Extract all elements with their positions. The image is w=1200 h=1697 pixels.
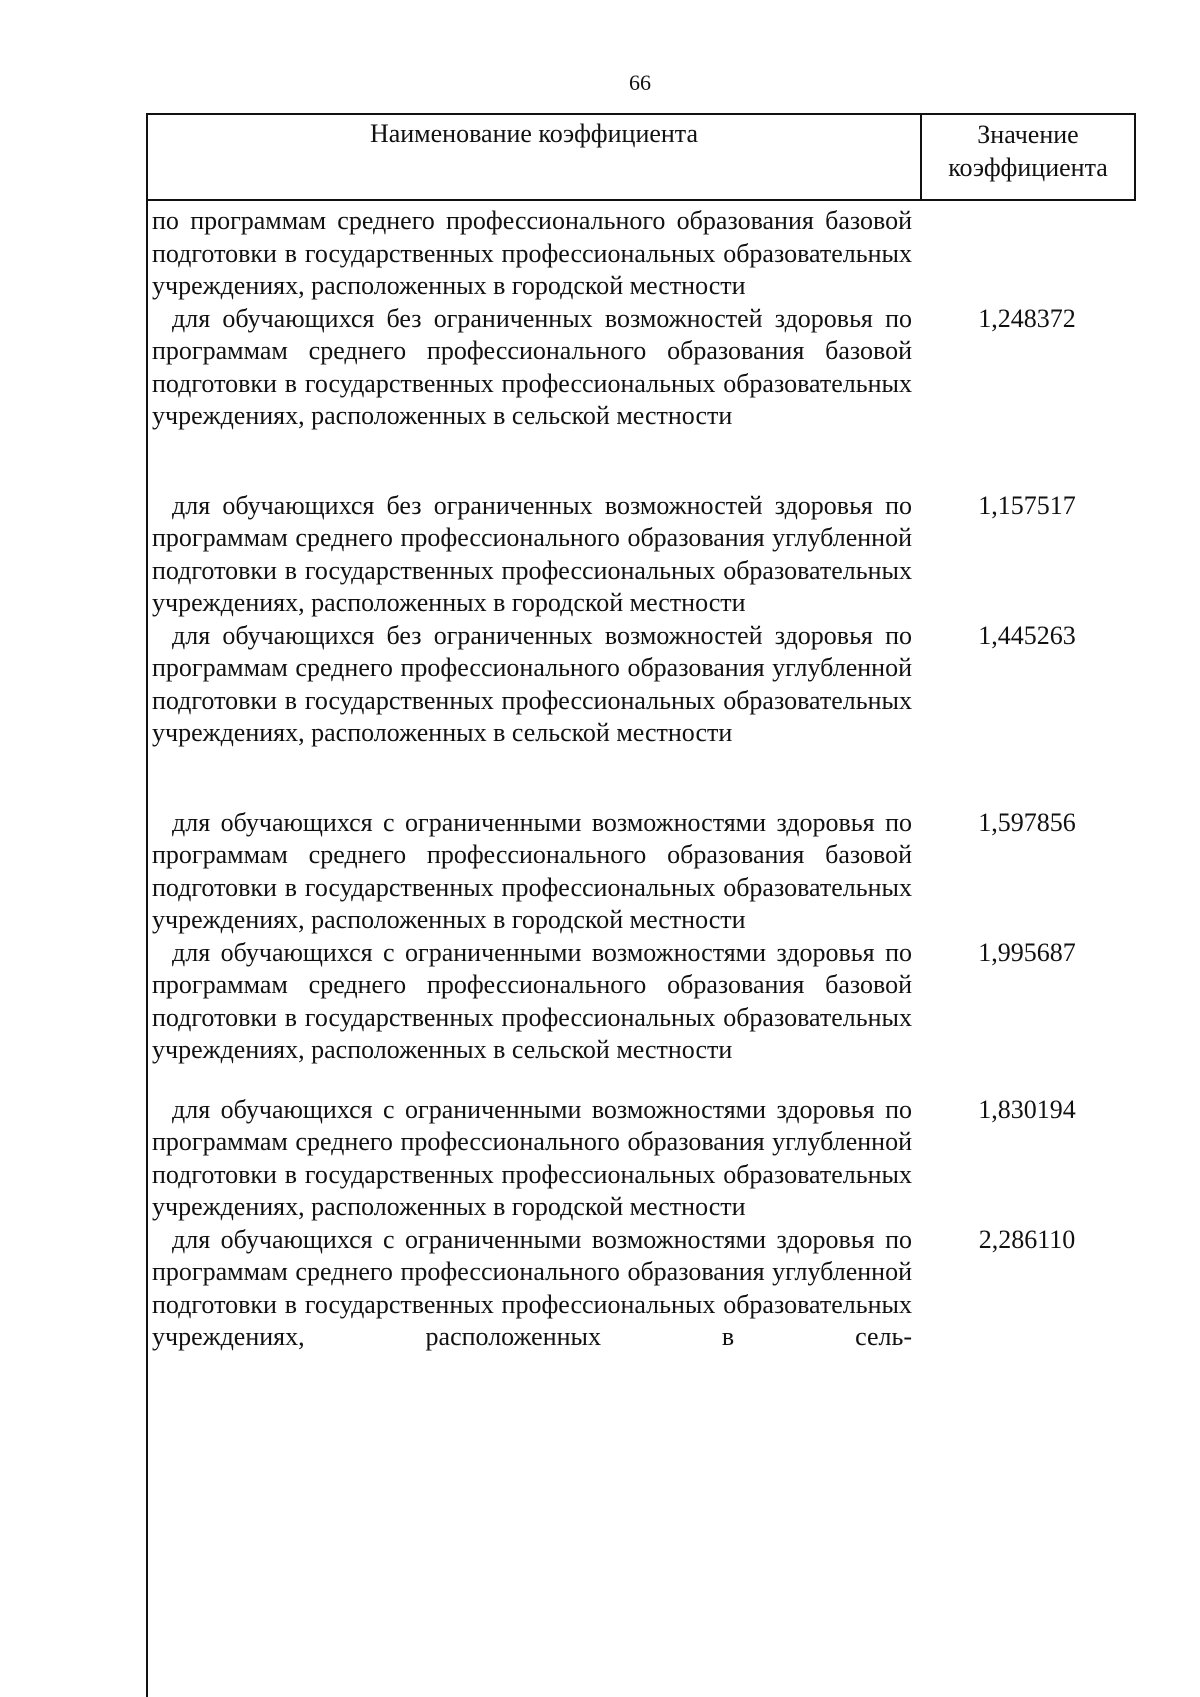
page-number: 66 (629, 70, 651, 95)
table-row (152, 205, 1142, 303)
table-row (152, 937, 1142, 1067)
row-description: для обучающихся с ограниченными возможностями здоровья по программам среднего профессионального образования углубленной подготовки в государственных профессиональных образовательных учреждениях, расположенных в сель- (152, 1224, 912, 1351)
row-description: для обучающихся без ограниченных возможностей здоровья по программам среднего профессионального образования углубленной подготовки в государственных профессиональных образовательных учреждениях, расположенных в городской местности (152, 490, 912, 617)
header-coefficient-value: Значение коэффициента (948, 120, 1108, 182)
table-left-border (146, 201, 148, 1697)
table-header (146, 113, 1136, 201)
row-value: 1,995687 (978, 937, 1076, 967)
row-description: для обучающихся без ограниченных возможностей здоровья по программам среднего профессионального образования углубленной подготовки в государственных профессиональных образовательных учреждениях, расположенных в сельской местности (152, 620, 912, 747)
table-row (152, 1094, 1142, 1224)
table-row (152, 807, 1142, 937)
header-coefficient-name: Наименование коэффициента (148, 115, 922, 199)
table-row (152, 620, 1142, 750)
table-row (152, 490, 1142, 620)
row-value (912, 205, 1132, 303)
coefficient-table-body (152, 205, 1142, 1354)
row-value: 1,445263 (978, 620, 1076, 650)
row-value: 1,157517 (978, 490, 1076, 520)
table-row (152, 303, 1142, 433)
row-value: 2,286110 (978, 1224, 1076, 1254)
row-description: для обучающихся с ограниченными возможностями здоровья по программам среднего профессионального образования базовой подготовки в государственных профессиональных образовательных учреждениях, расположенных в сельской местности (152, 937, 912, 1064)
row-description: для обучающихся с ограниченными возможностями здоровья по программам среднего профессионального образования углубленной подготовки в государственных профессиональных образовательных учреждениях, расположенных в городской местности (152, 1094, 912, 1221)
table-row (152, 1224, 1142, 1354)
row-description: по программам среднего профессионального образования базовой подготовки в государственных профессиональных образовательных учреждениях, расположенных в городской местности (152, 206, 912, 300)
row-value: 1,248372 (978, 303, 1076, 333)
row-value: 1,597856 (978, 807, 1076, 837)
row-value: 1,830194 (978, 1094, 1076, 1124)
row-description: для обучающихся без ограниченных возможностей здоровья по программам среднего профессионального образования базовой подготовки в государственных профессиональных образовательных учреждениях, расположенных в сельской местности (152, 303, 912, 430)
row-description: для обучающихся с ограниченными возможностями здоровья по программам среднего профессионального образования базовой подготовки в государственных профессиональных образовательных учреждениях, расположенных в городской местности (152, 807, 912, 934)
